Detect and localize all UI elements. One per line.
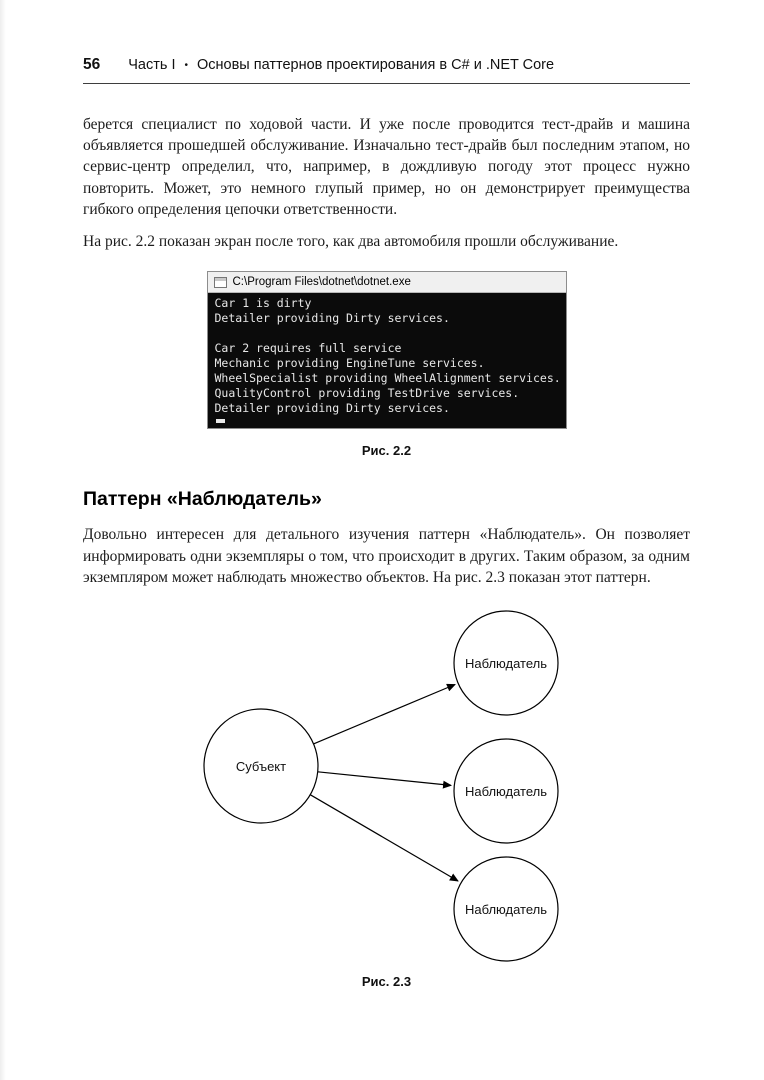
section-heading: Паттерн «Наблюдатель»: [83, 488, 322, 511]
figure-2-2: [83, 271, 690, 458]
console-line: Detailer providing Dirty services.: [214, 311, 450, 326]
bullet-separator: •: [184, 60, 188, 71]
arrow-subject-to-observer-1: [314, 685, 456, 744]
observer-label-2: Наблюдатель: [464, 784, 548, 800]
console-line: Mechanic providing EngineTune services.: [214, 356, 485, 371]
console-line: Detailer providing Dirty services.: [214, 401, 450, 416]
console-line: Car 1 is dirty: [214, 296, 312, 311]
paragraph: Довольно интересен для детального изучения паттерн «Наблюдатель». Он позволяет информировать одни экземпляры о том, что происходит в других. Таким образом, за одним экземпляром может наблюдать множество объектов. На рис. 2.3 показан этот паттерн.: [83, 526, 690, 586]
console-line: Car 2 requires full service: [214, 341, 402, 356]
console-cursor: [216, 419, 225, 423]
figure-2-3: [83, 601, 690, 989]
console-window-screenshot: [207, 271, 567, 429]
console-title: C:\Program Files\dotnet\dotnet.exe: [232, 276, 411, 289]
paragraph: берется специалист по ходовой части. И уже после проводится тест-драйв и машина объявляется прошедшей обслуживание. Изначально тест-драйв был последним этапом, но сервис-центр определил, что, например, в дождливую погоду этот процесс нужно повторить. Может, это немного глупый пример, но он демонстрирует преимущества гибкого определения цепочки ответственности.: [83, 116, 690, 218]
console-line: WheelSpecialist providing WheelAlignment services.: [214, 371, 561, 386]
console-output: [208, 293, 566, 428]
console-line: QualityControl providing TestDrive services.: [214, 386, 520, 401]
observer-label-1: Наблюдатель: [464, 656, 548, 672]
running-head: [83, 56, 690, 74]
arrow-subject-to-observer-2: [318, 772, 451, 786]
observer-label-3: Наблюдатель: [464, 902, 548, 918]
figure-caption: Рис. 2.2: [361, 443, 412, 459]
console-titlebar: [208, 272, 566, 293]
header-rule: [83, 83, 690, 84]
console-line: [215, 326, 559, 341]
part-label: Часть I: [128, 57, 176, 73]
subject-label: Субъект: [235, 759, 287, 775]
chapter-title: Основы паттернов проектирования в C# и .NET Core: [197, 57, 555, 73]
arrow-subject-to-observer-3: [310, 795, 458, 881]
page-number: 56: [83, 56, 101, 73]
paragraph: На рис. 2.2 показан экран после того, как два автомобиля прошли обслуживание.: [83, 233, 619, 251]
observer-pattern-diagram: [83, 601, 690, 966]
console-icon: [214, 277, 227, 288]
figure-caption: Рис. 2.3: [361, 974, 412, 990]
